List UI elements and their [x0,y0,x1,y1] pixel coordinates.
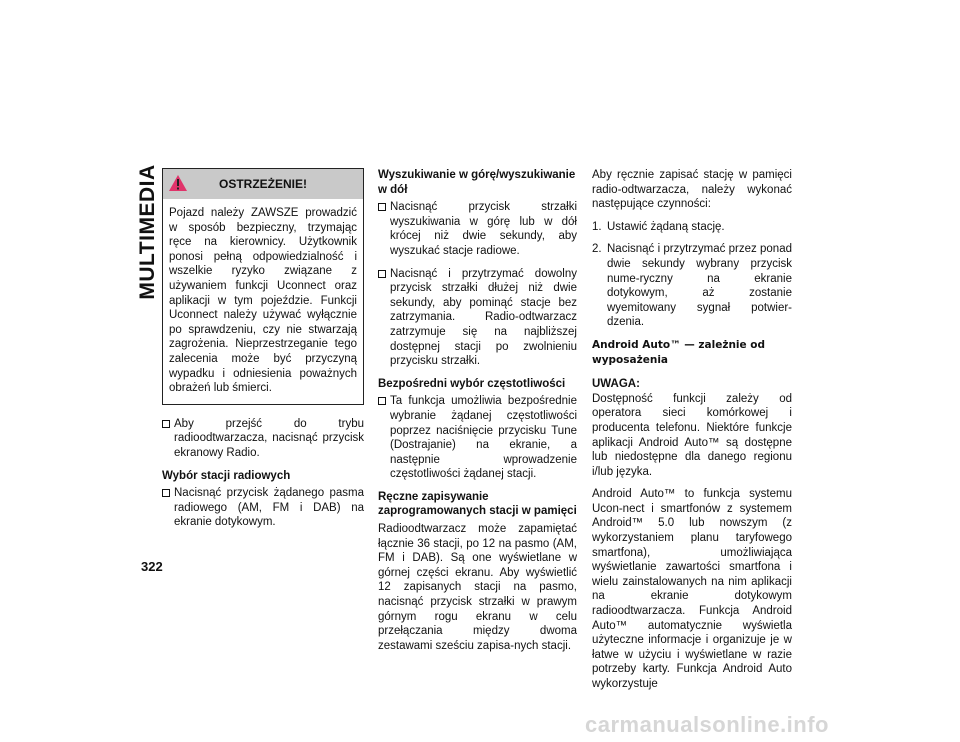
warning-icon [169,175,187,191]
column-3 [592,168,792,700]
numbered-step [592,220,792,235]
section-heading: Bezpośredni wybór częstotliwości [378,377,566,390]
list-item-text: Aby przejść do trybu radioodtwarzacza, nacisnąć przycisk ekranowy Radio. [174,417,364,459]
step-number: 2. [592,243,602,256]
column-2 [378,168,577,661]
step-text: Ustawić żądaną stację. [607,220,725,233]
warning-box [162,168,364,405]
list-item [162,417,364,461]
checkbox-bullet-icon [378,270,386,278]
column-1 [162,168,364,538]
checkbox-bullet-icon [378,397,386,405]
step-number: 1. [592,220,602,233]
list-item [378,394,577,482]
checkbox-bullet-icon [378,203,386,211]
watermark: carmanualsonline.info [585,712,829,737]
warning-header [163,169,363,199]
section-heading: Wybór stacji radiowych [162,469,291,482]
list-item-text: Nacisnąć przycisk strzałki wyszukiwania w górę lub w dół krócej niż dwie sekundy, aby wyszukać stacje radiowe. [390,201,577,257]
warning-text: Pojazd należy ZAWSZE prowadzić w sposób bezpieczny, trzymając ręce na kierownicy. Użytkownik ponosi pełną odpowiedzialność i wszelkie ryzyko związane z używaniem funkcji Uconnect oraz aplikacji w tym pojeździe. Funkcji Uconnect należy używać wyłącznie po sprawdzeniu, czy nie stwarzają zagrożenia. Nieprzestrzeganie tego zalecenia może być przyczyną wypadku i odniesienia poważnych obrażeń lub śmierci. [169,207,357,395]
section-heading: Ręczne zapisywanie zaprogramowanych stacji w pamięci [378,490,577,518]
paragraph: Android Auto™ to funkcja systemu Ucon-nect i smartfonów z systemem Android™ 5.0 lub nowszym (z wykorzystaniem planu taryfowego smartfona), umożliwiająca wyświetlanie zawartości smartfona i wielu zainstalowanych na nim aplikacji na ekranie dotykowym radioodtwarzacza. Funkcja Android Auto™ automatycznie wyświetla użyteczne informacje i organizuje je w łatwe w użyciu i wyświetlane w razie potrzeby karty. Funkcja Android Auto wykorzystuje [592,488,792,690]
list-item-text: Nacisnąć przycisk żądanego pasma radiowego (AM, FM i DAB) na ekranie dotykowym. [174,487,364,529]
section-heading: Android Auto™ — zależnie od wyposażenia [592,338,766,366]
note-label: UWAGA: [592,378,640,391]
paragraph: Aby ręcznie zapisać stację w pamięci radio-odtwarzacza, należy wykonać następujące czynności: [592,169,792,211]
note-text: Dostępność funkcji zależy od operatora sieci komórkowej i producenta telefonu. Niektóre funkcje aplikacji Android Auto™ są dostępne lub niedostępne dla danego regionu i/lub języka. [592,392,792,478]
section-heading: Wyszukiwanie w górę/wyszukiwanie w dół [378,169,576,196]
section-side-title-text: MULTIMEDIA [136,164,159,300]
step-text: Nacisnąć i przytrzymać przez ponad dwie sekundy wybrany przycisk nume-ryczny na ekranie dotykowym, aż zostanie wyemitowany sygnał potwier-dzenia. [607,243,792,329]
page-number: 322 [141,559,163,574]
list-item-text: Ta funkcja umożliwia bezpośrednie wybranie żądanej częstotliwości poprzez naciśnięcie przycisku Tune (Dostrajanie) na ekranie, a następnie wprowadzenie częstotliwości żądanej stacji. [390,395,577,481]
paragraph: Radioodtwarzacz może zapamiętać łącznie 36 stacji, po 12 na pasmo (AM, FM i DAB). Są one wyświetlane w górnej części ekranu. Aby wyświetlić 12 zapisanych stacji na pasmo, nacisnąć przycisk strzałki w prawym górnym rogu ekranu w celu przełączania między dwoma zestawami sześciu zapisa-nych stacji. [378,523,577,652]
warning-title: OSTRZEŻENIE! [218,176,307,191]
numbered-step [592,242,792,330]
list-item [162,486,364,530]
section-side-title [131,164,165,300]
checkbox-bullet-icon [162,420,170,428]
list-item [378,200,577,258]
checkbox-bullet-icon [162,489,170,497]
list-item-text: Nacisnąć i przytrzymać dowolny przycisk strzałki dłużej niż dwie sekundy, aby pominąć stacje bez zatrzymania. Radio-odtwarzacz zatrzymuje się na najbliższej dostępnej stacji po zwolnieniu przycisku strzałki. [390,267,577,368]
list-item [378,267,577,369]
